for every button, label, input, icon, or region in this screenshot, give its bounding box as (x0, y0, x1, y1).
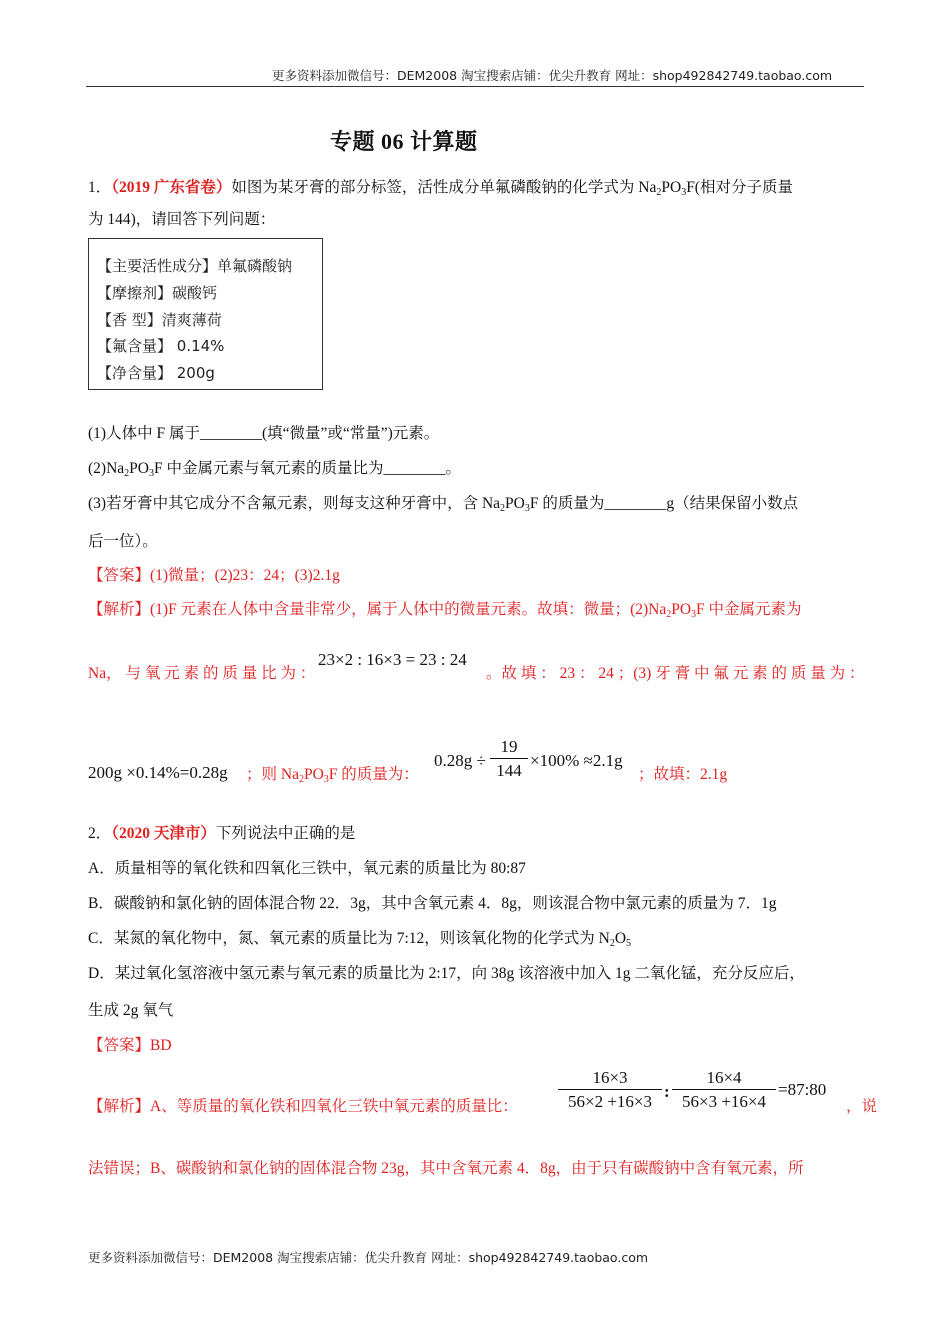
q1-explanation-line1: 【解析】(1)F 元素在人体中含量非常少，属于人体中的微量元素。故填：微量；$(2)Na_2PO_3F$ 中金属元素为 (88, 601, 802, 620)
q1-mass-formula-post: ×100% ≈2.1g (530, 751, 623, 770)
q2-option-a: A．质量相等的氧化铁和四氧化三铁中，氧元素的质量比为 80:87 (88, 860, 526, 877)
q2-option-b: B．碳酸钠和氯化钠的固体混合物 22．3g，其中含氧元素 4．8g，则该混合物中氯元素的质量为 7．1g (88, 895, 777, 912)
label-line-ingredient: 【主要活性成分】单氟磷酸钠 (97, 257, 293, 275)
q1-mass-formula-pre: 0.28g ÷ (434, 751, 486, 770)
q1-answer: 【答案】(1)微量；(2)23：24；(3)2.1g (88, 567, 340, 584)
q2-explanation-line2: 法错误；B、碳酸钠和氯化钠的固体混合物 23g，其中含氧元素 4．8g，由于只有碳酸钠中含有氧元素，所 (88, 1160, 804, 1177)
q2-option-c: C．某氮的氧化物中，氮、氧元素的质量比为 7:12，则该氧化物的化学式为 $N_2O_5$ (88, 930, 632, 949)
q1-number: 1． (88, 179, 112, 196)
label-line-flavor: 【香 型】清爽薄荷 (97, 311, 222, 329)
q2-fraction-fe2o3: $\frac{16\times 3}{56\times 2 +16\times 3}$ (558, 1068, 662, 1112)
page-title: 专题 06 计算题 (330, 129, 478, 154)
q1-ratio-formula: 23×2 : 16×3 = 23 : 24 (318, 650, 467, 669)
page-footer: 更多资料添加微信号：DEM2008 淘宝搜索店铺：优尖升教育 网址：shop492842749.taobao.com (88, 1250, 649, 1265)
q1-sub3: (3)若牙膏中其它成分不含氟元素，则每支这种牙膏中，含 $Na_2PO_3F$ 的质量为________g（结果保留小数点 (88, 495, 799, 514)
q2-option-d-line2: 生成 2g 氧气 (88, 1002, 174, 1019)
q1-sub2: $(2)Na_2PO_3F$ 中金属元素与氧元素的质量比为________。 (88, 460, 461, 479)
q1-source: （2019 广东省卷） (111, 179, 232, 196)
q1-stem-line1: 1．（2019 广东省卷）如图为某牙膏的部分标签，活性成分单氟磷酸钠的化学式为 $Na_2PO_3F$(相对分子质量 (88, 179, 793, 198)
q2-explanation-line1: 【解析】A、等质量的氧化铁和四氧化三铁中氧元素的质量比： (88, 1098, 518, 1115)
q2-ratio-result: =87:80 (778, 1080, 827, 1099)
page-header: 更多资料添加微信号：DEM2008 淘宝搜索店铺：优尖升教育 网址：shop492842749.taobao.com (272, 68, 833, 83)
header-rule (86, 86, 864, 87)
q1-sub3-cont: 后一位）。 (88, 533, 158, 550)
label-line-fluoride: 【氟含量】 0.14% (97, 337, 225, 355)
q2-explanation-line1-end: ，说 (846, 1098, 878, 1115)
label-line-net: 【净含量】 200g (97, 364, 215, 382)
q2-stem: 2．（2020 天津市）下列说法中正确的是 (88, 825, 356, 842)
q2-ratio-colon: : (664, 1082, 670, 1101)
q2-option-d-line1: D．某过氧化氢溶液中氢元素与氧元素的质量比为 2:17，向 38g 该溶液中加入 1g 二氧化锰，充分反应后， (88, 965, 805, 982)
q1-mass-fraction: $\frac{19}{144}$ (490, 737, 528, 781)
q2-answer: 【答案】BD (88, 1037, 172, 1054)
label-line-abrasive: 【摩擦剂】碳酸钙 (97, 284, 218, 302)
q1-explanation-line3a: ；则 $Na_2PO_3F$ 的质量为： (246, 766, 419, 785)
q1-explanation-line2b: 。故 填 ： 23 ： 24 ；(3) 牙 膏 中 氟 元 素 的 质 量 为 ： (486, 665, 865, 682)
q1-fluorine-mass-formula: 200g ×0.14%=0.28g (88, 763, 228, 782)
q1-explanation-line3c: ；故填：2.1g (638, 766, 728, 783)
toothpaste-label (88, 238, 323, 390)
q2-fraction-fe3o4: $\frac{16\times 4}{56\times 3 +16\times 4}$ (672, 1068, 776, 1112)
q1-explanation-line2a: Na， 与 氧 元 素 的 质 量 比 为 ： (88, 665, 316, 682)
q1-stem-line2: 为 144)，请回答下列问题： (88, 211, 276, 228)
q1-sub1: (1)人体中 F 属于________(填“微量”或“常量”)元素。 (88, 425, 440, 442)
